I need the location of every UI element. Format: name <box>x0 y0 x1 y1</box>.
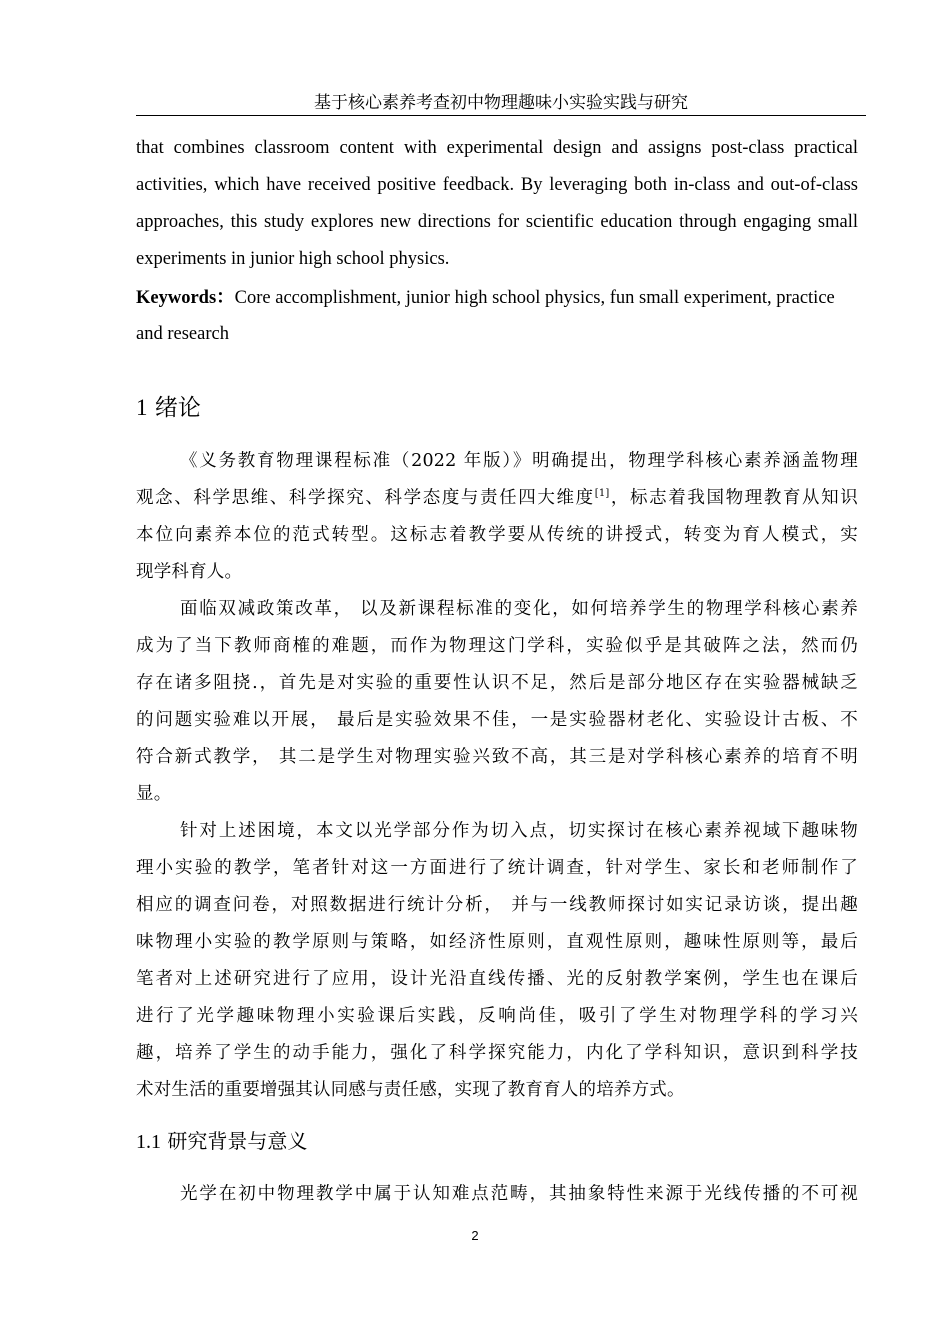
running-header: 基于核心素养考查初中物理趣味小实验实践与研究 <box>136 93 866 116</box>
citation[interactable]: [1] <box>594 488 610 500</box>
paragraph-line: 术对生活的重要增强其认同感与责任感，实现了教育育人的培养方式。 <box>136 1080 685 1100</box>
section-heading <box>136 393 201 423</box>
abstract-line: approaches, this study explores new directions for scientific education through engaging small <box>136 212 858 232</box>
abstract-line: activities, which have received positive feedback. By leveraging both in-class and out-of-class <box>136 175 858 195</box>
abstract-line: that combines classroom content with experimental design and assigns post-class practical <box>136 138 858 158</box>
paragraph-line: 光学在初中物理教学中属于认知难点范畴，其抽象特性来源于光线传播的不可视 <box>180 1184 858 1204</box>
keywords-line <box>136 280 858 316</box>
keywords-text: Core accomplishment, junior high school physics, fun small experiment, practice <box>234 288 835 308</box>
paragraph-line: 相应的调查问卷，对照数据进行统计分析， 并与一线教师探讨如实记录访谈，提出趣 <box>136 895 858 915</box>
paragraph-2 <box>136 591 858 813</box>
keywords-line <box>136 316 858 352</box>
paragraph-line: 成为了当下教师商榷的难题，而作为物理这门学科，实验似乎是其破阵之法，然而仍 <box>136 636 858 656</box>
paragraph-line: 理小实验的教学，笔者针对这一方面进行了统计调查，针对学生、家长和老师制作了 <box>136 858 858 878</box>
paragraph-line: 面临双减政策改革， 以及新课程标准的变化，如何培养学生的物理学科核心素养 <box>180 599 858 619</box>
subsection-title: 研究背景与意义 <box>167 1129 308 1153</box>
paragraph-line: 显。 <box>136 784 172 804</box>
subsection-number: 1.1 <box>136 1131 161 1153</box>
paragraph-line: 针对上述困境，本文以光学部分作为切入点，切实探讨在核心素养视域下趣味物 <box>180 821 858 841</box>
paragraph-line: 现学科育人。 <box>136 562 243 582</box>
paragraph-line: 笔者对上述研究进行了应用，设计光沿直线传播、光的反射教学案例，学生也在课后 <box>136 969 858 989</box>
paragraph-3 <box>136 813 858 1109</box>
paragraph-1 <box>136 443 858 591</box>
paragraph-line: 的问题实验难以开展， 最后是实验效果不佳，一是实验器材老化、实验设计古板、不 <box>136 710 858 730</box>
paragraph-line: 观念、科学思维、科学探究、科学态度与责任四大维度[1]，标志着我国物理教育从知识 <box>136 488 858 508</box>
paragraph-line: 本位向素养本位的范式转型。这标志着教学要从传统的讲授式，转变为育人模式，实 <box>136 525 858 545</box>
keywords <box>136 280 858 352</box>
paragraph-line: 味物理小实验的教学原则与策略，如经济性原则，直观性原则，趣味性原则等，最后 <box>136 932 858 952</box>
paragraph-line: 趣，培养了学生的动手能力，强化了科学探究能力，内化了学科知识，意识到科学技 <box>136 1043 858 1063</box>
page-number: 2 <box>471 1228 479 1243</box>
abstract-line: experiments in junior high school physics. <box>136 249 450 269</box>
keywords-label: Keywords： <box>136 288 235 308</box>
paragraph-line: 进行了光学趣味物理小实验课后实践，反响尚佳，吸引了学生对物理学科的学习兴 <box>136 1006 858 1026</box>
subsection-heading <box>136 1127 307 1156</box>
paragraph-4 <box>136 1176 858 1213</box>
section-number: 1 <box>136 395 148 420</box>
paragraph-line: 《义务教育物理课程标准（2022 年版）》明确提出，物理学科核心素养涵盖物理 <box>180 451 858 471</box>
paragraph-line: 存在诸多阻挠.，首先是对实验的重要性认识不足，然后是部分地区存在实验器械缺乏 <box>136 673 858 693</box>
keywords-text: and research <box>136 324 229 344</box>
paragraph-line: 符合新式教学， 其二是学生对物理实验兴致不高，其三是对学科核心素养的培育不明 <box>136 747 858 767</box>
section-title: 绪论 <box>154 395 201 421</box>
abstract-en-paragraph <box>136 130 858 278</box>
